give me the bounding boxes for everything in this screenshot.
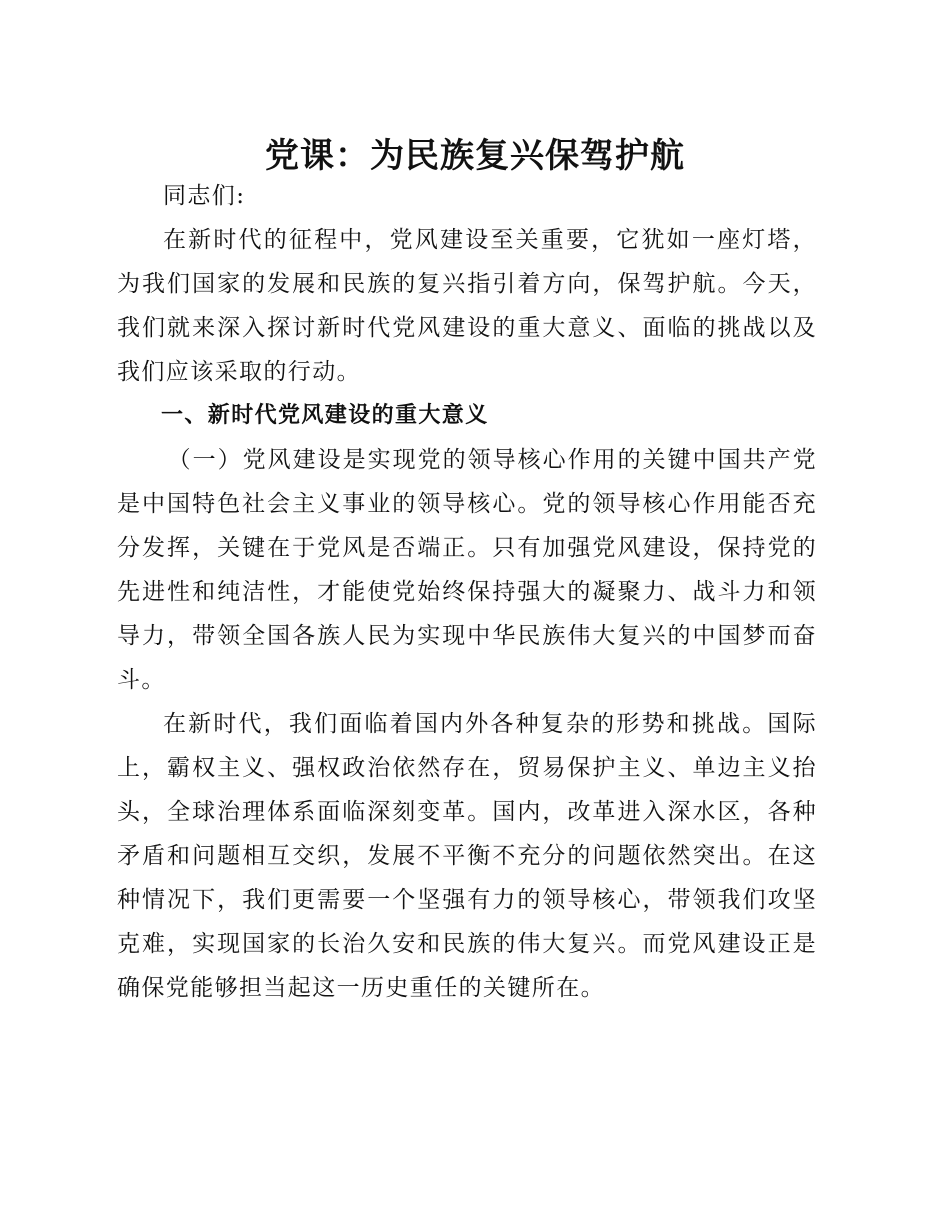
- paragraph-intro: 在新时代的征程中，党风建设至关重要，它犹如一座灯塔，为我们国家的发展和民族的复兴指引着方向，保驾护航。今天，我们就来深入探讨新时代党风建设的重大意义、面临的挑战以及我们应该采取的行动。: [117, 227, 817, 385]
- greeting: 同志们:: [163, 183, 246, 209]
- paragraph-subsection-1: （一）党风建设是实现党的领导核心作用的关键中国共产党是中国特色社会主义事业的领导核心。党的领导核心作用能否充分发挥，关键在于党风是否端正。只有加强党风建设，保持党的先进性和纯洁性，才能使党始终保持强大的凝聚力、战斗力和领导力，带领全国各族人民为实现中华民族伟大复兴的中国梦而奋斗。: [117, 447, 817, 693]
- paragraph-context: 在新时代，我们面临着国内外各种复杂的形势和挑战。国际上，霸权主义、强权政治依然存在，贸易保护主义、单边主义抬头，全球治理体系面临深刻变革。国内，改革进入深水区，各种矛盾和问题相互交织，发展不平衡不充分的问题依然突出。在这种情况下，我们更需要一个坚强有力的领导核心，带领我们攻坚克难，实现国家的长治久安和民族的伟大复兴。而党风建设正是确保党能够担当起这一历史重任的关键所在。: [117, 711, 817, 1001]
- section-heading-1: 一、新时代党风建设的重大意义: [161, 403, 489, 428]
- document-body: [117, 174, 817, 1010]
- document-title: 党课：为民族复兴保驾护航: [265, 136, 685, 176]
